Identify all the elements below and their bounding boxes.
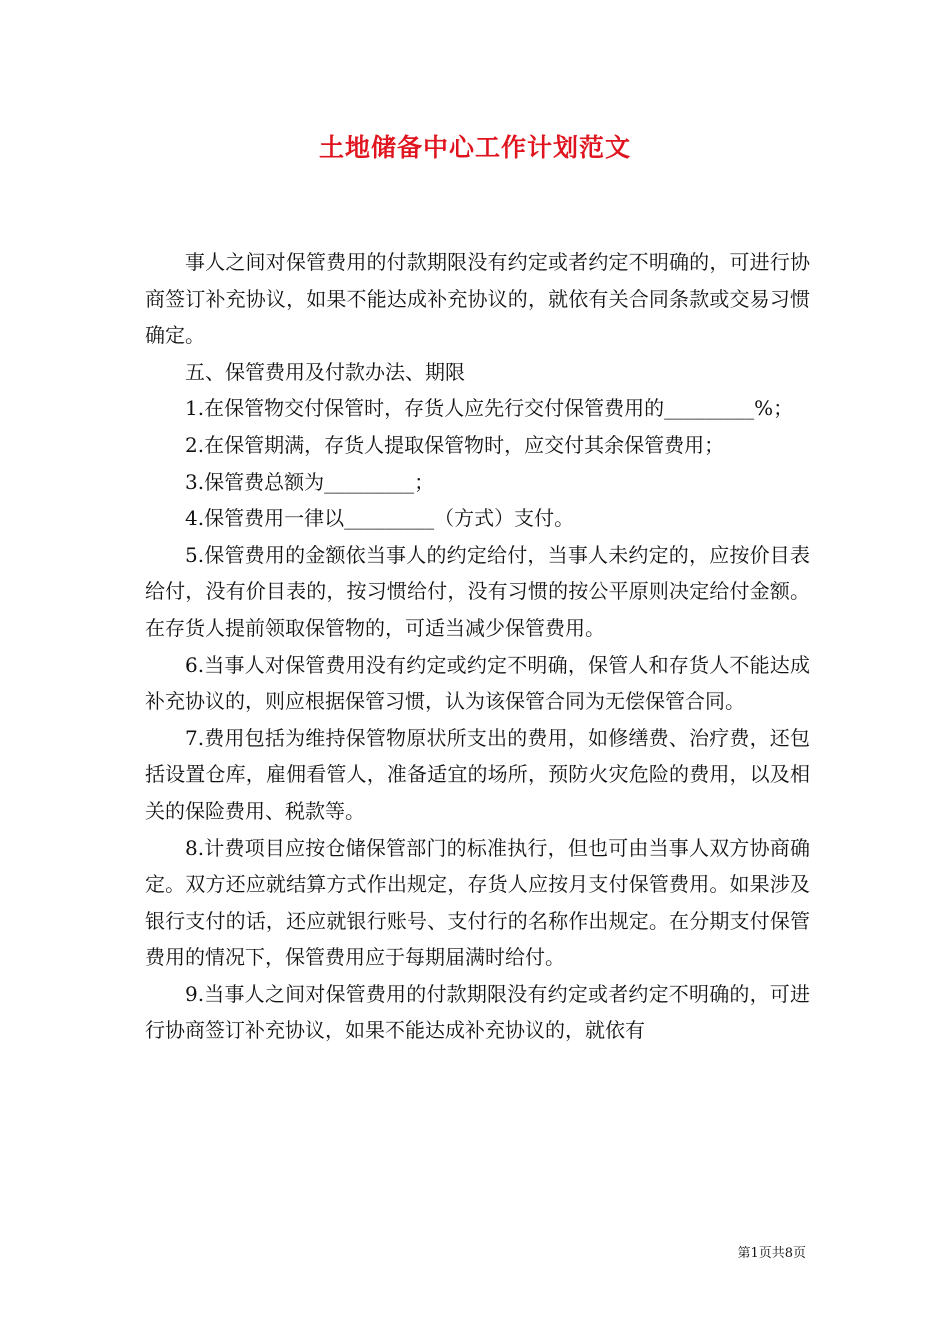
paragraph: 6.当事人对保管费用没有约定或约定不明确，保管人和存货人不能达成补充协议的，则应根据保管习惯，认为该保管合同为无偿保管合同。 xyxy=(145,652,810,714)
paragraph: 4.保管费用一律以_________（方式）支付。 xyxy=(185,506,575,531)
paragraph: 7.费用包括为维持保管物原状所支出的费用，如修缮费、治疗费，还包括设置仓库，雇佣看管人，准备适宜的场所，预防火灾危险的费用，以及相关的保险费用、税款等。 xyxy=(145,725,810,823)
document-title: 土地储备中心工作计划范文 xyxy=(318,133,631,162)
paragraph: 9.当事人之间对保管费用的付款期限没有约定或者约定不明确的，可进行协商签订补充协议，如果不能达成补充协议的，就依有 xyxy=(145,981,810,1043)
paragraph: 8.计费项目应按仓储保管部门的标准执行，但也可由当事人双方协商确定。双方还应就结算方式作出规定，存货人应按月支付保管费用。如果涉及银行支付的话，还应就银行账号、支付行的名称作出规定。在分期支付保管费用的情况下，保管费用应于每期届满时给付。 xyxy=(145,835,810,970)
paragraph: 3.保管费总额为_________； xyxy=(185,469,435,494)
section-heading: 五、保管费用及付款办法、期限 xyxy=(185,359,465,384)
paragraph: 事人之间对保管费用的付款期限没有约定或者约定不明确的，可进行协商签订补充协议，如果不能达成补充协议的，就依有关合同条款或交易习惯确定。 xyxy=(145,250,810,348)
page-number: 第1页共8页 xyxy=(737,1246,806,1261)
paragraph: 1.在保管物交付保管时，存货人应先行交付保管费用的_________%； xyxy=(185,396,794,421)
document-body xyxy=(145,244,810,1049)
paragraph: 5.保管费用的金额依当事人的约定给付，当事人未约定的，应按价目表给付，没有价目表的，按习惯给付，没有习惯的按公平原则决定给付金额。在存货人提前领取保管物的，可适当减少保管费用。 xyxy=(145,542,810,640)
paragraph: 2.在保管期满，存货人提取保管物时，应交付其余保管费用； xyxy=(185,432,725,457)
